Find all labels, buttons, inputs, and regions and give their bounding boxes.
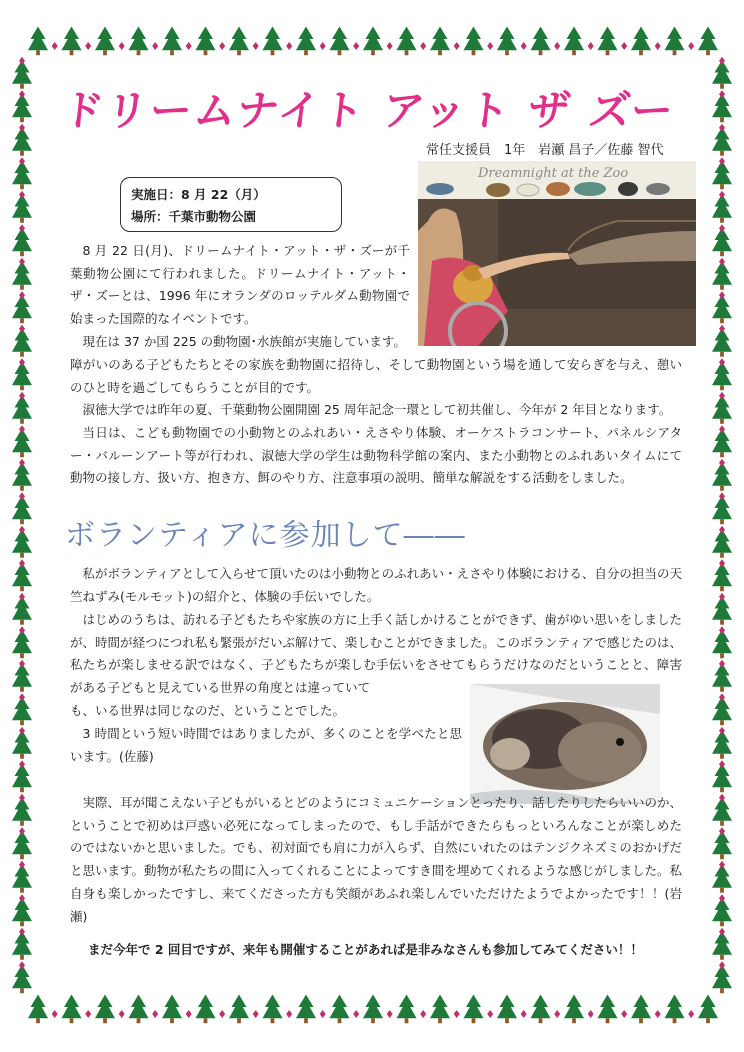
tree-icon (12, 797, 32, 826)
tree-icon (712, 797, 732, 826)
diamond-icon (85, 42, 91, 50)
diamond-icon (19, 492, 25, 500)
diamond-icon (719, 593, 725, 601)
diamond-icon (19, 191, 25, 199)
diamond-icon (521, 1010, 527, 1018)
diamond-icon (719, 425, 725, 433)
tree-icon (712, 630, 732, 659)
diamond-icon (621, 42, 627, 50)
tree-icon (712, 831, 732, 860)
diamond-icon (353, 42, 359, 50)
tree-icon (712, 462, 732, 491)
section-title: ボランティアに参加して―― (65, 518, 466, 553)
intro-paragraph-3: 障がいのある子どもたちとその家族を動物園に招待し、そして動物園という場を通して安らぎを与え、憩いのひと時を過ごしてもらうことが目的です。 (70, 357, 682, 395)
diamond-icon (119, 42, 125, 50)
tree-icon (12, 596, 32, 625)
diamond-icon (186, 1010, 192, 1018)
authors: 常任支援員 1年 岩瀬 昌子／佐藤 智代 (426, 143, 664, 158)
tree-icon (12, 295, 32, 324)
tree-icon (62, 27, 82, 56)
tree-icon (712, 328, 732, 357)
diamond-icon (719, 258, 725, 266)
diamond-icon (152, 1010, 158, 1018)
diamond-icon (219, 1010, 225, 1018)
tree-icon (712, 965, 732, 994)
diamond-icon (719, 90, 725, 98)
tree-icon (430, 27, 450, 56)
intro-paragraph-2: 現在は 37 か国 225 の動物園･水族館が実施しています。 (82, 334, 406, 349)
diamond-icon (387, 1010, 393, 1018)
diamond-icon (85, 1010, 91, 1018)
tree-icon (712, 261, 732, 290)
tree-icon (263, 27, 283, 56)
tree-icon (12, 831, 32, 860)
diamond-icon (688, 42, 694, 50)
tree-icon (712, 362, 732, 391)
diamond-icon (719, 693, 725, 701)
diamond-icon (719, 224, 725, 232)
tree-icon (531, 27, 551, 56)
tree-icon (28, 995, 48, 1024)
diamond-icon (655, 1010, 661, 1018)
diamond-icon (19, 57, 25, 65)
diamond-icon (719, 526, 725, 534)
tree-icon (12, 697, 32, 726)
tree-icon (397, 995, 417, 1024)
tree-icon (497, 27, 517, 56)
tree-icon (12, 496, 32, 525)
tree-icon (564, 995, 584, 1024)
tree-icon (363, 27, 383, 56)
tree-icon (12, 462, 32, 491)
diamond-icon (19, 961, 25, 969)
diamond-icon (253, 42, 259, 50)
diamond-icon (719, 727, 725, 735)
diamond-icon (19, 626, 25, 634)
tree-icon (12, 228, 32, 257)
tree-icon (712, 228, 732, 257)
tree-icon (12, 395, 32, 424)
diamond-icon (19, 90, 25, 98)
diamond-icon (554, 42, 560, 50)
diamond-icon (286, 1010, 292, 1018)
tree-icon (12, 898, 32, 927)
tree-icon (12, 730, 32, 759)
diamond-icon (588, 42, 594, 50)
event-date: 実施日：8 月 22（月） (131, 187, 266, 202)
diamond-icon (19, 291, 25, 299)
tree-icon (12, 127, 32, 156)
tree-icon (712, 730, 732, 759)
diamond-icon (719, 392, 725, 400)
diamond-icon (719, 358, 725, 366)
tree-icon (430, 995, 450, 1024)
diamond-icon (19, 392, 25, 400)
iwase-paragraph: 実際、耳が聞こえない子どもがいるとどのようにコミュニケーションとったり、話したりしたらいいのか、ということで初めは戸惑い必死になってしまったので、もし手話ができたらもっといろんなことが楽しめたのではないかと思いました。でも、初対面でも肩に力が入らず、自然にいれたのはテンジクネズミのおかげだと思います。動物が私たちの間に入ってくれることによってすき間を埋めてくれるような感じがしました。私自身も楽しかったですし、来てくださった方も笑顔があふれ楽しんでいただけたようでよかったです！！(岩瀬) (70, 795, 682, 924)
tree-icon (12, 194, 32, 223)
tree-icon (12, 563, 32, 592)
diamond-icon (52, 1010, 58, 1018)
closing-message: まだ今年で 2 回目ですが、来年も開催することがあれば是非みなさんも参加してみてください！！ (88, 942, 643, 957)
diamond-icon (119, 1010, 125, 1018)
diamond-icon (588, 1010, 594, 1018)
tree-icon (712, 295, 732, 324)
tree-icon (598, 27, 618, 56)
diamond-icon (19, 760, 25, 768)
tree-icon (12, 630, 32, 659)
tree-icon (564, 27, 584, 56)
tree-icon (531, 995, 551, 1024)
tree-icon (12, 931, 32, 960)
tree-icon (12, 60, 32, 89)
tree-icon (712, 563, 732, 592)
guinea-pig-image (470, 684, 660, 804)
tree-icon (229, 995, 249, 1024)
tree-icon (698, 27, 718, 56)
diamond-icon (719, 57, 725, 65)
diamond-icon (19, 425, 25, 433)
tree-icon (12, 663, 32, 692)
tree-icon (712, 60, 732, 89)
sato-paragraph-2: はじめのうちは、訪れる子どもたちや家族の方に上手く話しかけることができず、歯がゆい思いをしましたが、時間が経つにつれ私も緊張がだいぶ解けて、楽しむことができました。このボランティアで感じたのは、私たちが楽しませる訳ではなく、子どもたちが楽しむ手伝いをさせてもらうだけなのだということと、障害がある子どもと見えている世界の角度とは違っていて (70, 612, 682, 696)
tree-icon (464, 995, 484, 1024)
diamond-icon (19, 459, 25, 467)
diamond-icon (387, 42, 393, 50)
diamond-icon (219, 42, 225, 50)
diamond-icon (719, 291, 725, 299)
diamond-icon (719, 861, 725, 869)
diamond-icon (719, 760, 725, 768)
diamond-icon (521, 42, 527, 50)
tree-icon (12, 328, 32, 357)
diamond-icon (554, 1010, 560, 1018)
diamond-icon (420, 1010, 426, 1018)
event-photo-image (418, 161, 696, 346)
tree-icon (95, 27, 115, 56)
intro-paragraph-4: 淑徳大学では昨年の夏、千葉動物公園開園 25 周年記念一環として初共催し、今年が 2 年目となります。 (82, 402, 672, 417)
tree-icon (363, 995, 383, 1024)
diamond-icon (487, 42, 493, 50)
diamond-icon (719, 827, 725, 835)
tree-icon (28, 27, 48, 56)
diamond-icon (454, 42, 460, 50)
diamond-icon (19, 157, 25, 165)
tree-icon (12, 429, 32, 458)
tree-icon (712, 931, 732, 960)
diamond-icon (19, 526, 25, 534)
diamond-icon (719, 794, 725, 802)
tree-icon (229, 27, 249, 56)
diamond-icon (19, 224, 25, 232)
diamond-icon (19, 358, 25, 366)
tree-icon (129, 27, 149, 56)
banner-text: Dreamnight at the Zoo (478, 166, 629, 181)
tree-icon (12, 764, 32, 793)
tree-icon (712, 596, 732, 625)
diamond-icon (719, 459, 725, 467)
page-title: ドリームナイト アット ザ ズー (59, 86, 678, 135)
tree-icon (712, 395, 732, 424)
diamond-icon (719, 157, 725, 165)
tree-icon (631, 27, 651, 56)
tree-icon (12, 362, 32, 391)
diamond-icon (186, 42, 192, 50)
tree-icon (712, 161, 732, 190)
tree-icon (712, 194, 732, 223)
event-photo (418, 161, 696, 346)
diamond-icon (19, 827, 25, 835)
diamond-icon (454, 1010, 460, 1018)
diamond-icon (719, 894, 725, 902)
tree-icon (712, 697, 732, 726)
diamond-icon (19, 693, 25, 701)
diamond-icon (719, 325, 725, 333)
diamond-icon (19, 325, 25, 333)
diamond-icon (719, 492, 725, 500)
tree-icon (129, 995, 149, 1024)
diamond-icon (19, 794, 25, 802)
tree-icon (330, 27, 350, 56)
tree-icon (712, 127, 732, 156)
guinea-pig-photo (470, 684, 660, 804)
diamond-icon (621, 1010, 627, 1018)
sato-paragraph-2-end: も、いる世界は同じなのだ、ということでした。 (70, 703, 346, 718)
diamond-icon (19, 593, 25, 601)
tree-icon (296, 27, 316, 56)
tree-icon (712, 496, 732, 525)
intro-paragraph-5: 当日は、こども動物園での小動物とのふれあい・えさやり体験、オーケストラコンサート、パネルシアター・バルーンアート等が行われ、淑徳大学の学生は動物科学館の案内、また小動物とのふれあいタイムにて動物の接し方、扱い方、抱き方、餌のやり方、注意事項の説明、簡単な解説をする活動をしました。 (70, 425, 682, 486)
tree-icon (95, 995, 115, 1024)
diamond-icon (719, 626, 725, 634)
diamond-icon (286, 42, 292, 50)
tree-icon (712, 898, 732, 927)
diamond-icon (688, 1010, 694, 1018)
diamond-icon (19, 258, 25, 266)
diamond-icon (19, 861, 25, 869)
tree-icon (12, 94, 32, 123)
tree-icon (12, 864, 32, 893)
tree-icon (631, 995, 651, 1024)
diamond-icon (719, 559, 725, 567)
tree-icon (296, 995, 316, 1024)
diamond-icon (19, 928, 25, 936)
tree-icon (598, 995, 618, 1024)
diamond-icon (19, 660, 25, 668)
tree-icon (497, 995, 517, 1024)
tree-icon (712, 764, 732, 793)
tree-icon (263, 995, 283, 1024)
tree-icon (712, 94, 732, 123)
tree-icon (712, 864, 732, 893)
tree-icon (397, 27, 417, 56)
event-place: 場所：千葉市動物公園 (131, 209, 257, 224)
diamond-icon (719, 928, 725, 936)
tree-icon (712, 663, 732, 692)
diamond-icon (719, 124, 725, 132)
diamond-icon (487, 1010, 493, 1018)
diamond-icon (719, 191, 725, 199)
tree-icon (665, 995, 685, 1024)
sato-paragraph-3: 3 時間という短い時間ではありましたが、多くのことを学べたと思います。(佐藤) (70, 726, 462, 764)
diamond-icon (420, 42, 426, 50)
diamond-icon (19, 727, 25, 735)
tree-icon (712, 529, 732, 558)
diamond-icon (19, 559, 25, 567)
diamond-icon (152, 42, 158, 50)
diamond-icon (52, 42, 58, 50)
tree-icon (464, 27, 484, 56)
diamond-icon (320, 1010, 326, 1018)
tree-icon (162, 27, 182, 56)
diamond-icon (655, 42, 661, 50)
tree-icon (196, 995, 216, 1024)
tree-icon (162, 995, 182, 1024)
intro-paragraph-1: 8 月 22 日(月)、ドリームナイト・アット・ザ・ズーが千葉動物公園にて行われました。ドリームナイト・アット・ザ・ズーとは、1996 年にオランダのロッテルダム動物園で始まった国際的なイベントです。 (70, 243, 410, 327)
tree-icon (196, 27, 216, 56)
tree-icon (698, 995, 718, 1024)
tree-icon (12, 161, 32, 190)
tree-icon (12, 965, 32, 994)
tree-icon (12, 529, 32, 558)
tree-icon (12, 261, 32, 290)
diamond-icon (353, 1010, 359, 1018)
tree-icon (62, 995, 82, 1024)
diamond-icon (320, 42, 326, 50)
diamond-icon (253, 1010, 259, 1018)
info-box (120, 177, 342, 232)
diamond-icon (19, 124, 25, 132)
tree-icon (330, 995, 350, 1024)
diamond-icon (19, 894, 25, 902)
tree-icon (712, 429, 732, 458)
sato-paragraph-1: 私がボランティアとして入らせて頂いたのは小動物とのふれあい・えさやり体験における、自分の担当の天竺ねずみ(モルモット)の紹介と、体験の手伝いでした。 (70, 566, 682, 604)
diamond-icon (719, 660, 725, 668)
diamond-icon (719, 961, 725, 969)
tree-icon (665, 27, 685, 56)
